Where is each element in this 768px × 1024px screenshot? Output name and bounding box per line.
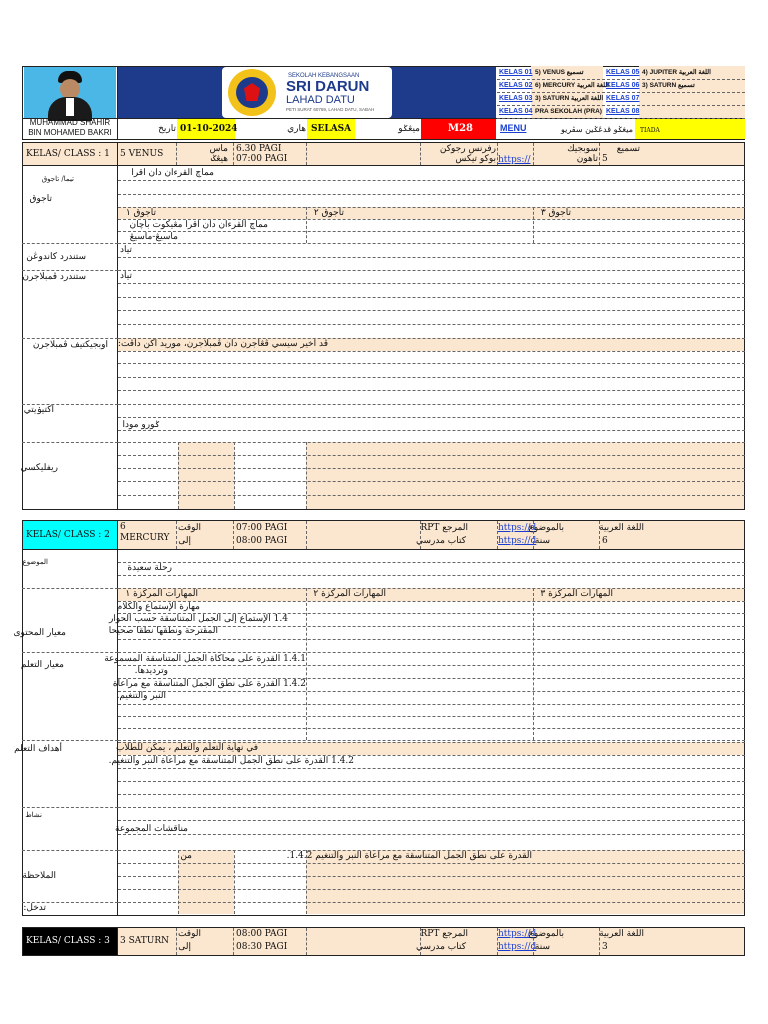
day-label: هاري xyxy=(287,124,306,134)
teacher-photo xyxy=(24,67,116,118)
class2-m3: المهارات المركزة ٣ xyxy=(540,589,613,599)
school-logo xyxy=(228,69,276,116)
class2-mawdu-text: رحلة سعيدة xyxy=(127,563,172,573)
class1-obj-label: اوبجيكتيف ڤمبلاجرن xyxy=(32,340,108,350)
class2-time-from: 07:00 PAGI xyxy=(236,523,288,533)
class2-m1-text: مهارة الإستماع والكلام xyxy=(116,602,200,612)
class2-ila: إلى xyxy=(178,536,191,546)
class3-link1[interactable]: https://d xyxy=(498,929,537,939)
school-name: SRI DARUN xyxy=(286,78,370,95)
menu-link[interactable]: MENU xyxy=(500,123,527,133)
school-small: SEKOLAH KEBANGSAAN xyxy=(288,73,360,79)
class2-mt-2: 1.4.2 القدرة على نطق الجمل المتناسقة مع مراعاة xyxy=(112,679,306,689)
class1-hingga: هيڠݢ xyxy=(210,154,228,164)
class2-mk-label: معيار المحتوى xyxy=(13,628,66,638)
kelas-link[interactable]: KELAS 06 xyxy=(606,82,640,89)
class1-name: 5 VENUS xyxy=(120,149,164,159)
class2-sanah: سنة xyxy=(534,536,550,546)
class1-label: KELAS/ CLASS : 1 xyxy=(26,149,110,159)
kelas-class: 4) JUPITER اللغة العربية xyxy=(642,69,711,76)
class1-akt-text: ݢورو مودا xyxy=(122,420,160,430)
class1-link[interactable]: https:// xyxy=(498,155,531,165)
class2-label: KELAS/ CLASS : 2 xyxy=(26,530,110,540)
class1-tajuk-text: مماچ القرءان دان اقرا xyxy=(131,168,214,178)
class3-year: 3 xyxy=(602,942,608,952)
class1-ref-label: ريفليكسي xyxy=(20,463,58,473)
class3-time-to: 08:30 PAGI xyxy=(236,942,288,952)
kelas-class: PRA SEKOLAH (PRA) xyxy=(535,108,602,115)
date-label: تاريخ xyxy=(158,124,176,134)
class2-rpt: المرجع RPT xyxy=(420,523,468,533)
class1-akt-label: اكتيۏيتي xyxy=(23,405,54,415)
class2-year: 6 xyxy=(602,536,608,546)
kelas-link[interactable]: KELAS 04 xyxy=(499,108,533,115)
class1-tajuk-3: تاجوق ٣ xyxy=(540,208,571,218)
class3-kitab: كتاب مدرسي xyxy=(415,942,466,952)
class2-nashat-text: مناقشات المجموعة xyxy=(115,824,188,834)
school-town: LAHAD DATU xyxy=(286,94,355,106)
class1-subjek: تسميع xyxy=(616,144,640,154)
class2-time-to: 08:00 PAGI xyxy=(236,536,288,546)
class2-tadakhul: تدخل: xyxy=(23,903,46,913)
class2-link2[interactable]: https://d xyxy=(498,536,537,546)
week-label: ميڠݢو xyxy=(398,124,420,134)
date-value: 01-10-2024 xyxy=(180,124,238,134)
class2-mawdu: بالموضوع xyxy=(528,523,564,533)
teacher-name: MUHAMMAD SHAHIR BIN MOHAMED BAKRI xyxy=(28,118,112,137)
class2-mulahazah-text: القدرة على نطق الجمل المتناسقة مع مراعاة النبر والتنغيم 1.4.2. xyxy=(286,851,532,861)
kelas-class: 6) MERCURY اللغة العربية xyxy=(535,82,610,89)
class2-mk-text2: المقترحة ونطقها نطقا صحيحا xyxy=(108,626,218,636)
class1-ruj: رفرنس رجوكن xyxy=(439,144,496,154)
class2-link1[interactable]: https://d xyxy=(498,523,537,533)
class2-mk-text: 1.4 الإستماع إلى الجمل المتناسقة حسب الحوار xyxy=(108,614,288,624)
class3-sanah: سنة xyxy=(534,942,550,952)
class1-time-from: 6.30 PAGI xyxy=(236,144,282,154)
class2-mawdu-label: الموضوع xyxy=(22,558,48,566)
class2-m2: المهارات المركزة ٢ xyxy=(313,589,386,599)
kelas-link[interactable]: KELAS 05 xyxy=(606,69,640,76)
kelas-link[interactable]: KELAS 08 xyxy=(606,108,640,115)
class1-tajuk-1-text: مماچ القرءان دان اقرا مڠيكوت باچان xyxy=(129,220,268,230)
class1-tajuk-2: تاجوق ٢ xyxy=(313,208,344,218)
class1-sk-text: تياد xyxy=(120,245,132,255)
class3-mawdu: بالموضوع xyxy=(528,929,564,939)
kelas-link[interactable]: KELAS 03 xyxy=(499,95,533,102)
class2-mt-2b: النبر والتنغيم. xyxy=(116,691,166,701)
class3-waqt: الوقت xyxy=(177,929,201,939)
class1-sp-text: تياد xyxy=(120,271,132,281)
class3-label: KELAS/ CLASS : 3 xyxy=(26,936,110,946)
class2-obj-label: أهداف التعلم xyxy=(14,744,62,754)
class2-kitab: كتاب مدرسي xyxy=(415,536,466,546)
school-banner xyxy=(118,67,496,118)
kelas-class: 5) VENUS تسميع xyxy=(535,69,584,76)
school-address: PETI SURAT 60769, LAHAD DATU, SABAH xyxy=(286,107,375,112)
class2-min-label: من xyxy=(180,851,192,861)
class3-link2[interactable]: https://d xyxy=(498,942,537,952)
class1-sp-label: ستندرد ڤمبلاجرن xyxy=(22,272,86,282)
class1-tahun: 5 xyxy=(602,154,608,164)
class1-tajuk-1: تاجوق ١ xyxy=(125,208,156,218)
tiada-value: TIADA xyxy=(640,127,660,134)
class2-mt-1: 1.4.1 القدرة على محاكاة الجمل المتناسقة المسموعة xyxy=(104,654,306,664)
class2-nashat-label: نشاط xyxy=(25,811,42,819)
cuti-label: ميڠݢو قدڠݢين سڤريو xyxy=(561,125,633,134)
class1-time-to: 07:00 PAGI xyxy=(236,154,288,164)
day-value: SELASA xyxy=(311,124,352,134)
class3-ila: إلى xyxy=(178,942,191,952)
class2-mt-1b: وترديدها. xyxy=(134,666,168,676)
class1-tajuk-small: تيما/ تاجوق xyxy=(41,175,74,183)
class1-obj-text: ڤد اخير سيسي ڤڠاجرن دان ڤمبلاجرن، موريد اكن داڤت: xyxy=(117,339,328,349)
class1-tajuk-1-text2: ماسيڠ-ماسيڠ xyxy=(129,232,178,242)
kelas-class: 3) SATURN تسميع xyxy=(642,82,695,89)
class2-name: 6 MERCURY xyxy=(120,522,170,543)
class3-name: 3 SATURN xyxy=(120,936,169,946)
kelas-link[interactable]: KELAS 02 xyxy=(499,82,533,89)
class2-obj-text2: 1.4.2 القدرة على نطق الجمل المتناسقة مع مراعاة النبر والتنغيم. xyxy=(108,756,354,766)
week-value: M28 xyxy=(448,123,473,134)
kelas-class: 3) SATURN اللغة العربية xyxy=(535,95,604,102)
class1-masa: ماس xyxy=(209,144,228,154)
class2-waqt: الوقت xyxy=(177,523,201,533)
class1-tajuk-label: تاجوق xyxy=(29,194,52,204)
class2-subject: اللغة العربية xyxy=(599,523,644,533)
class2-mulahazah-label: الملاحظة xyxy=(22,871,56,881)
class1-sk-label: ستندرد كاندوڠن xyxy=(26,252,86,262)
kelas-link[interactable]: KELAS 01 xyxy=(499,69,533,76)
class1-subjek-label: سوبجيك xyxy=(567,144,598,154)
kelas-link[interactable]: KELAS 07 xyxy=(606,95,640,102)
class3-rpt: المرجع RPT xyxy=(420,929,468,939)
class1-tahun-label: تاهون xyxy=(576,154,598,164)
class3-time-from: 08:00 PAGI xyxy=(236,929,288,939)
class2-obj-text: في نهاية التعلم والتعلم ، يمكن للطلاب xyxy=(116,743,258,753)
class1-bk: بوكو تيكس xyxy=(455,154,496,164)
class2-m1: المهارات المركزة ١ xyxy=(125,589,198,599)
class2-mt-label: معيار التعلم xyxy=(20,660,64,670)
class3-subject: اللغة العربية xyxy=(599,929,644,939)
